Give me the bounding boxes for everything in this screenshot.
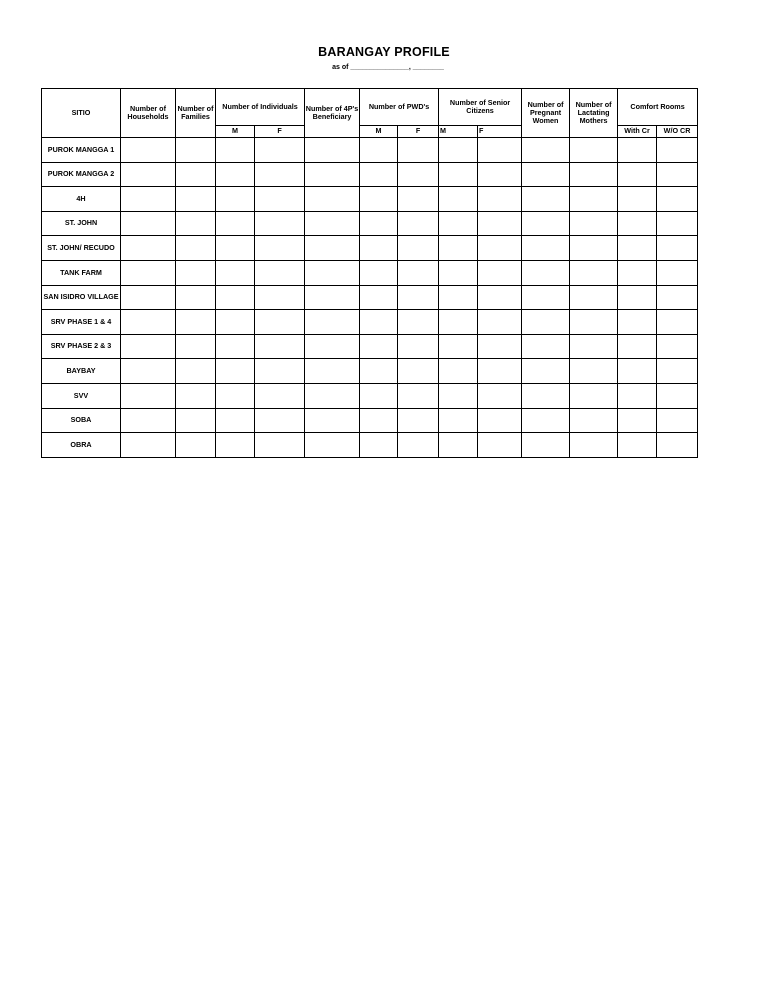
cell-senior-m[interactable] [439,211,478,236]
page-title: BARANGAY PROFILE [318,45,450,59]
cell-pwd-m[interactable] [360,260,398,285]
cell-with-cr[interactable] [618,310,657,335]
cell-4ps[interactable] [305,211,360,236]
cell-senior-m[interactable] [439,433,478,458]
cell-pregnant-women[interactable] [522,211,570,236]
sitio-name: SOBA [42,408,121,433]
subheader-individuals-f: F [255,126,305,138]
cell-individuals-m[interactable] [216,334,255,359]
cell-senior-f[interactable] [478,162,522,187]
cell-individuals-m[interactable] [216,285,255,310]
cell-pwd-m[interactable] [360,285,398,310]
cell-4ps[interactable] [305,285,360,310]
table-row [42,383,698,408]
cell-with-cr[interactable] [618,433,657,458]
header-pwds: Number of PWD's [360,89,439,126]
cell-pregnant-women[interactable] [522,334,570,359]
cell-lactating-mothers[interactable] [570,187,618,212]
cell-lactating-mothers[interactable] [570,260,618,285]
sitio-name: SVV [42,383,121,408]
cell-senior-f[interactable] [478,433,522,458]
cell-lactating-mothers[interactable] [570,408,618,433]
barangay-profile-table [41,88,698,458]
table-row [42,138,698,163]
sitio-name: ST. JOHN/ RECUDO [42,236,121,261]
cell-pwd-m[interactable] [360,211,398,236]
cell-senior-f[interactable] [478,260,522,285]
cell-senior-f[interactable] [478,334,522,359]
cell-individuals-f[interactable] [255,138,305,163]
header-lactating-mothers: Number of Lactating Mothers [570,89,618,138]
cell-with-cr[interactable] [618,138,657,163]
table-row [42,187,698,212]
table-row [42,285,698,310]
cell-lactating-mothers[interactable] [570,162,618,187]
table-row [42,433,698,458]
cell-4ps[interactable] [305,187,360,212]
cell-families[interactable] [176,285,216,310]
cell-senior-f[interactable] [478,359,522,384]
cell-individuals-f[interactable] [255,285,305,310]
cell-families[interactable] [176,236,216,261]
cell-pwd-m[interactable] [360,310,398,335]
cell-pwd-f[interactable] [398,162,439,187]
cell-4ps[interactable] [305,334,360,359]
cell-pwd-f[interactable] [398,310,439,335]
cell-households[interactable] [121,285,176,310]
cell-without-cr[interactable] [657,236,698,261]
cell-without-cr[interactable] [657,138,698,163]
cell-lactating-mothers[interactable] [570,285,618,310]
cell-pwd-m[interactable] [360,383,398,408]
cell-4ps[interactable] [305,138,360,163]
cell-4ps[interactable] [305,408,360,433]
cell-4ps[interactable] [305,310,360,335]
cell-pregnant-women[interactable] [522,433,570,458]
cell-households[interactable] [121,187,176,212]
cell-without-cr[interactable] [657,433,698,458]
cell-pwd-f[interactable] [398,334,439,359]
cell-households[interactable] [121,162,176,187]
cell-senior-m[interactable] [439,334,478,359]
sitio-name: SAN ISIDRO VILLAGE [42,285,121,310]
cell-pwd-m[interactable] [360,334,398,359]
as-of-line: as of _______________, ________ [332,64,444,71]
cell-pwd-m[interactable] [360,236,398,261]
cell-lactating-mothers[interactable] [570,359,618,384]
cell-individuals-m[interactable] [216,359,255,384]
cell-senior-f[interactable] [478,383,522,408]
cell-lactating-mothers[interactable] [570,138,618,163]
cell-individuals-f[interactable] [255,433,305,458]
cell-senior-m[interactable] [439,310,478,335]
cell-without-cr[interactable] [657,310,698,335]
cell-lactating-mothers[interactable] [570,211,618,236]
cell-individuals-m[interactable] [216,408,255,433]
header-row [42,89,698,126]
cell-families[interactable] [176,187,216,212]
cell-4ps[interactable] [305,359,360,384]
header-sitio: SITIO [42,89,121,138]
cell-individuals-f[interactable] [255,408,305,433]
cell-pwd-f[interactable] [398,383,439,408]
cell-households[interactable] [121,236,176,261]
cell-families[interactable] [176,310,216,335]
cell-pregnant-women[interactable] [522,162,570,187]
subheader-with-cr: With Cr [618,126,657,138]
cell-senior-f[interactable] [478,310,522,335]
sitio-name: SRV PHASE 2 & 3 [42,334,121,359]
header-households: Number of Households [121,89,176,138]
cell-without-cr[interactable] [657,187,698,212]
cell-pregnant-women[interactable] [522,260,570,285]
cell-senior-m[interactable] [439,260,478,285]
cell-households[interactable] [121,211,176,236]
cell-families[interactable] [176,433,216,458]
cell-with-cr[interactable] [618,334,657,359]
cell-lactating-mothers[interactable] [570,433,618,458]
cell-pwd-m[interactable] [360,162,398,187]
cell-individuals-f[interactable] [255,383,305,408]
cell-individuals-f[interactable] [255,162,305,187]
cell-with-cr[interactable] [618,260,657,285]
cell-senior-f[interactable] [478,211,522,236]
cell-individuals-m[interactable] [216,138,255,163]
cell-individuals-f[interactable] [255,211,305,236]
cell-individuals-m[interactable] [216,310,255,335]
cell-individuals-m[interactable] [216,236,255,261]
cell-with-cr[interactable] [618,211,657,236]
cell-individuals-f[interactable] [255,310,305,335]
cell-individuals-m[interactable] [216,260,255,285]
cell-pwd-f[interactable] [398,187,439,212]
cell-families[interactable] [176,211,216,236]
cell-pwd-m[interactable] [360,138,398,163]
cell-households[interactable] [121,433,176,458]
cell-pwd-f[interactable] [398,285,439,310]
sitio-name: PUROK MANGGA 1 [42,138,121,163]
cell-senior-m[interactable] [439,285,478,310]
cell-pwd-m[interactable] [360,408,398,433]
cell-with-cr[interactable] [618,162,657,187]
subheader-without-cr: W/O CR [657,126,698,138]
table-row [42,359,698,384]
cell-individuals-f[interactable] [255,260,305,285]
cell-households[interactable] [121,310,176,335]
cell-senior-m[interactable] [439,138,478,163]
sitio-name: TANK FARM [42,260,121,285]
cell-without-cr[interactable] [657,211,698,236]
cell-pregnant-women[interactable] [522,359,570,384]
cell-households[interactable] [121,260,176,285]
cell-families[interactable] [176,383,216,408]
cell-families[interactable] [176,334,216,359]
cell-4ps[interactable] [305,383,360,408]
header-comfort-rooms: Comfort Rooms [618,89,698,126]
cell-with-cr[interactable] [618,383,657,408]
cell-pwd-m[interactable] [360,187,398,212]
cell-without-cr[interactable] [657,383,698,408]
cell-senior-m[interactable] [439,383,478,408]
cell-senior-f[interactable] [478,236,522,261]
subheader-senior-m: M [439,126,478,138]
subheader-pwd-m: M [360,126,398,138]
cell-families[interactable] [176,138,216,163]
sitio-name: BAYBAY [42,359,121,384]
cell-4ps[interactable] [305,433,360,458]
table-row [42,334,698,359]
cell-lactating-mothers[interactable] [570,334,618,359]
cell-individuals-f[interactable] [255,187,305,212]
cell-with-cr[interactable] [618,359,657,384]
cell-senior-f[interactable] [478,138,522,163]
cell-pwd-f[interactable] [398,138,439,163]
cell-with-cr[interactable] [618,285,657,310]
subheader-pwd-f: F [398,126,439,138]
cell-pregnant-women[interactable] [522,310,570,335]
cell-individuals-m[interactable] [216,162,255,187]
cell-pwd-f[interactable] [398,260,439,285]
sitio-name: PUROK MANGGA 2 [42,162,121,187]
cell-senior-m[interactable] [439,187,478,212]
cell-senior-m[interactable] [439,236,478,261]
cell-individuals-m[interactable] [216,187,255,212]
cell-individuals-m[interactable] [216,383,255,408]
cell-senior-f[interactable] [478,187,522,212]
cell-pregnant-women[interactable] [522,383,570,408]
cell-without-cr[interactable] [657,162,698,187]
table-row [42,310,698,335]
cell-individuals-f[interactable] [255,236,305,261]
cell-households[interactable] [121,359,176,384]
header-families: Number of Families [176,89,216,138]
cell-individuals-f[interactable] [255,359,305,384]
cell-pregnant-women[interactable] [522,187,570,212]
subheader-individuals-m: M [216,126,255,138]
cell-pwd-f[interactable] [398,359,439,384]
cell-households[interactable] [121,408,176,433]
cell-individuals-m[interactable] [216,211,255,236]
cell-pregnant-women[interactable] [522,408,570,433]
cell-pwd-f[interactable] [398,408,439,433]
header-individuals: Number of Individuals [216,89,305,126]
cell-without-cr[interactable] [657,408,698,433]
table-row [42,211,698,236]
table-body [42,138,698,458]
cell-senior-m[interactable] [439,162,478,187]
header-pregnant-women: Number of Pregnant Women [522,89,570,138]
cell-lactating-mothers[interactable] [570,236,618,261]
sitio-name: 4H [42,187,121,212]
sitio-name: OBRA [42,433,121,458]
cell-lactating-mothers[interactable] [570,383,618,408]
table-row [42,236,698,261]
table-row [42,260,698,285]
sitio-name: SRV PHASE 1 & 4 [42,310,121,335]
cell-senior-f[interactable] [478,408,522,433]
cell-4ps[interactable] [305,162,360,187]
cell-pwd-m[interactable] [360,433,398,458]
cell-families[interactable] [176,260,216,285]
cell-without-cr[interactable] [657,260,698,285]
cell-households[interactable] [121,334,176,359]
cell-without-cr[interactable] [657,285,698,310]
cell-individuals-m[interactable] [216,433,255,458]
cell-individuals-f[interactable] [255,334,305,359]
table-row [42,408,698,433]
cell-lactating-mothers[interactable] [570,310,618,335]
cell-families[interactable] [176,408,216,433]
cell-pwd-f[interactable] [398,236,439,261]
cell-pwd-m[interactable] [360,359,398,384]
header-senior-citizens: Number of Senior Citizens [439,89,522,126]
cell-pwd-f[interactable] [398,433,439,458]
cell-with-cr[interactable] [618,408,657,433]
cell-without-cr[interactable] [657,359,698,384]
sitio-name: ST. JOHN [42,211,121,236]
cell-4ps[interactable] [305,260,360,285]
cell-senior-m[interactable] [439,359,478,384]
cell-pregnant-women[interactable] [522,236,570,261]
cell-households[interactable] [121,138,176,163]
header-4ps: Number of 4P's Beneficiary [305,89,360,138]
cell-families[interactable] [176,162,216,187]
cell-senior-f[interactable] [478,285,522,310]
cell-families[interactable] [176,359,216,384]
cell-without-cr[interactable] [657,334,698,359]
cell-with-cr[interactable] [618,236,657,261]
cell-households[interactable] [121,383,176,408]
table-row [42,162,698,187]
subheader-senior-f: F [478,126,522,138]
cell-4ps[interactable] [305,236,360,261]
cell-with-cr[interactable] [618,187,657,212]
cell-pwd-f[interactable] [398,211,439,236]
cell-pregnant-women[interactable] [522,138,570,163]
cell-pregnant-women[interactable] [522,285,570,310]
cell-senior-m[interactable] [439,408,478,433]
